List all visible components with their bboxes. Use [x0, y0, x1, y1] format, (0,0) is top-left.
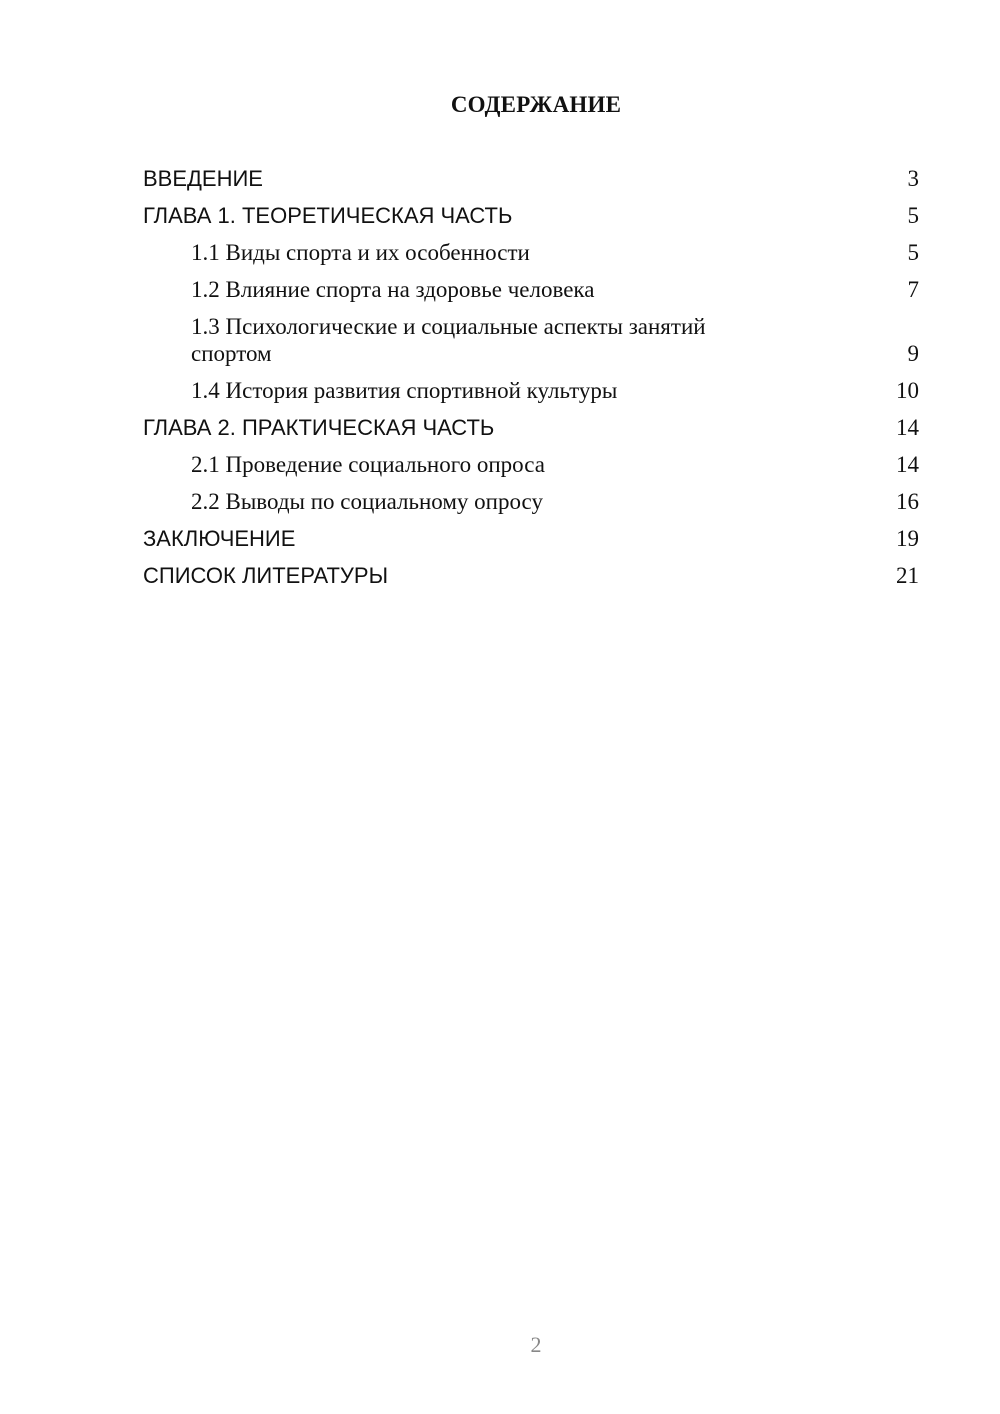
toc-entry-section-1-1	[143, 239, 919, 266]
toc-entry-label: ГЛАВА 1. ТЕОРЕТИЧЕСКАЯ ЧАСТЬ	[143, 203, 513, 228]
toc-entry-section-1-2	[143, 276, 919, 303]
toc-entry-label: 1.3 Психологические и социальные аспекты занятий спортом	[191, 314, 706, 366]
toc-entry-page: 10	[896, 378, 919, 403]
toc-entry-section-1-4	[143, 377, 919, 404]
toc-entry-conclusion	[143, 525, 919, 552]
toc-entry-label: 2.2 Выводы по социальному опросу	[191, 489, 543, 514]
toc-entry-label: 1.4 История развития спортивной культуры	[191, 378, 618, 403]
toc-entry-section-1-3	[143, 313, 919, 367]
toc-entry-chapter-2	[143, 414, 919, 441]
toc-entry-label: 1.1 Виды спорта и их особенности	[191, 240, 530, 265]
page-title: СОДЕРЖАНИЕ	[450, 92, 622, 117]
toc-entry-page: 21	[896, 563, 919, 588]
toc-entry-section-2-1	[143, 451, 919, 478]
toc-entry-section-2-2	[143, 488, 919, 515]
toc-entry-page: 3	[907, 166, 919, 191]
toc-entry-label: 2.1 Проведение социального опроса	[191, 452, 545, 477]
toc-entry-page: 7	[907, 277, 919, 302]
toc-entry-page: 5	[907, 203, 919, 228]
toc-entry-page: 14	[896, 452, 919, 477]
page-number: 2	[530, 1332, 542, 1357]
toc-entry-page: 9	[907, 341, 919, 366]
toc-entry-label: ВВЕДЕНИЕ	[143, 166, 263, 191]
toc-entry-page: 14	[896, 415, 919, 440]
toc-entry-introduction	[143, 165, 919, 192]
toc-entry-chapter-1	[143, 202, 919, 229]
toc-entry-label: СПИСОК ЛИТЕРАТУРЫ	[143, 563, 389, 588]
toc-entry-page: 19	[896, 526, 919, 551]
table-of-contents	[143, 165, 919, 599]
toc-entry-label: ЗАКЛЮЧЕНИЕ	[143, 526, 296, 551]
toc-entry-references	[143, 562, 919, 589]
toc-entry-page: 5	[907, 240, 919, 265]
toc-entry-label: 1.2 Влияние спорта на здоровье человека	[191, 277, 595, 302]
toc-entry-page: 16	[896, 489, 919, 514]
toc-entry-label: ГЛАВА 2. ПРАКТИЧЕСКАЯ ЧАСТЬ	[143, 415, 495, 440]
